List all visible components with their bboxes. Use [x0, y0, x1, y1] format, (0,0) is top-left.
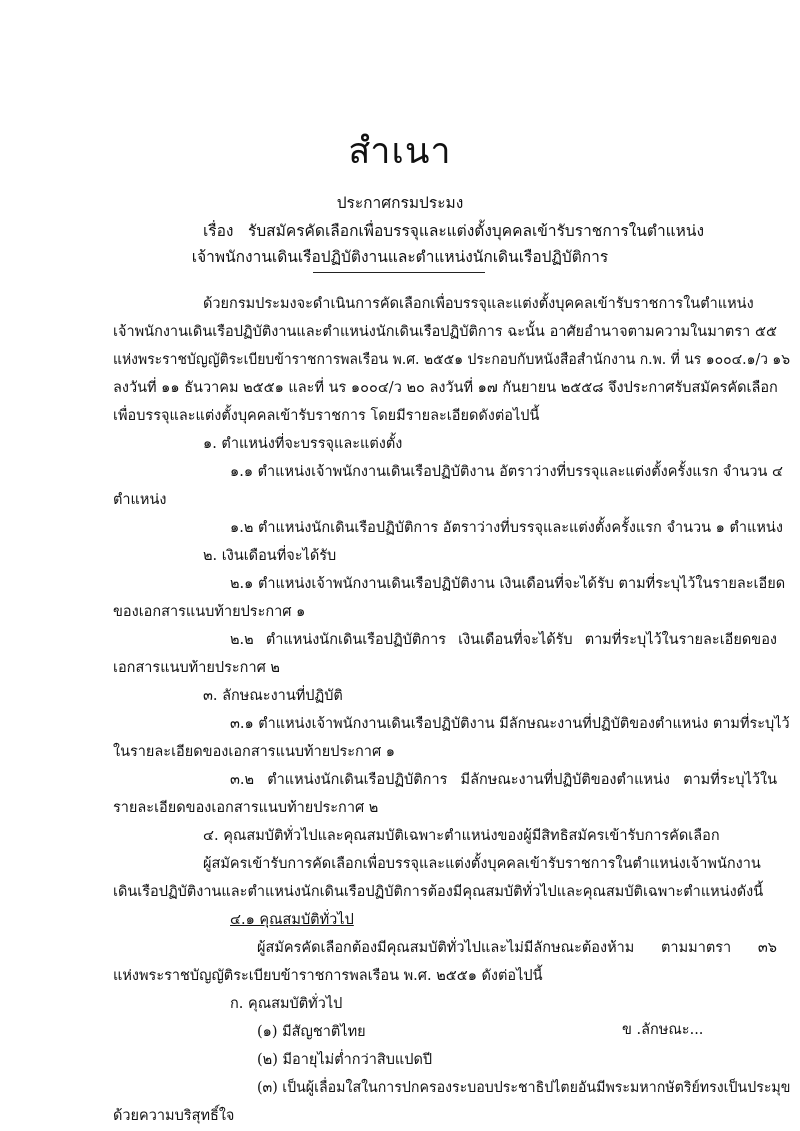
paragraph-line: เดินเรือปฏิบัติงานและตำแหน่งนักเดินเรือปฏิบัติการต้องมีคุณสมบัติทั่วไปและคุณสมบัติเฉพาะตำแหน่งดังนี้ — [113, 884, 764, 900]
paragraph-line: ด้วยกรมประมงจะดำเนินการคัดเลือกเพื่อบรรจุและแต่งตั้งบุคคลเข้ารับราชการในตำแหน่ง — [203, 296, 754, 312]
section-heading: ๒. เงินเดือนที่จะได้รับ — [203, 548, 337, 564]
list-item: (๑) มีสัญชาติไทย — [257, 1024, 366, 1040]
list-item: (๓) เป็นผู้เลื่อมใสในการปกครองระบอบประชาธิปไตยอันมีพระมหากษัตริย์ทรงเป็นประมุข — [257, 1080, 791, 1096]
subject-line-1: รับสมัครคัดเลือกเพื่อบรรจุและแต่งตั้งบุคคลเข้ารับราชการในตำแหน่ง — [248, 222, 705, 240]
paragraph-line: ผู้สมัครคัดเลือกต้องมีคุณสมบัติทั่วไปและไม่มีลักษณะต้องห้าม ตามมาตรา ๓๖ — [257, 940, 777, 956]
section-heading: ๔. คุณสมบัติทั่วไปและคุณสมบัติเฉพาะตำแหน่งของผู้มีสิทธิสมัครเข้ารับการคัดเลือก — [203, 828, 720, 844]
paragraph-line: รายละเอียดของเอกสารแนบท้ายประกาศ ๒ — [113, 800, 379, 816]
paragraph-line: เพื่อบรรจุและแต่งตั้งบุคคลเข้ารับราชการ โดยมีรายละเอียดดังต่อไปนี้ — [113, 408, 540, 424]
paragraph-line: ๑.๒ ตำแหน่งนักเดินเรือปฏิบัติการ อัตราว่างที่บรรจุและแต่งตั้งครั้งแรก จำนวน ๑ ตำแหน่ง — [230, 520, 783, 536]
subject-line-2: เจ้าพนักงานเดินเรือปฏิบัติงานและตำแหน่งนักเดินเรือปฏิบัติการ — [191, 248, 609, 266]
issuer: ประกาศกรมประมง — [336, 194, 464, 212]
paragraph-line: เจ้าพนักงานเดินเรือปฏิบัติงานและตำแหน่งนักเดินเรือปฏิบัติการ ฉะนั้น อาศัยอำนาจตามความในมาตรา ๕๕ — [113, 324, 777, 340]
section-heading: ๑. ตำแหน่งที่จะบรรจุและแต่งตั้ง — [203, 436, 403, 452]
list-item: (๒) มีอายุไม่ต่ำกว่าสิบแปดปี — [257, 1052, 433, 1068]
paragraph-line: แห่งพระราชบัญญัติระเบียบข้าราชการพลเรือน พ.ศ. ๒๕๕๑ ประกอบกับหนังสือสำนักงาน ก.พ. ที่ นร ๑๐๐๔.๑/ว ๑๖ — [113, 352, 791, 368]
paragraph-line: ๓.๒ ตำแหน่งนักเดินเรือปฏิบัติการ มีลักษณะงานที่ปฏิบัติของตำแหน่ง ตามที่ระบุไว้ใน — [230, 772, 777, 788]
paragraph-line: ๓.๑ ตำแหน่งเจ้าพนักงานเดินเรือปฏิบัติงาน มีลักษณะงานที่ปฏิบัติของตำแหน่ง ตามที่ระบุไว้ — [230, 716, 790, 732]
continuation-marker: ข .ลักษณะ... — [622, 1022, 704, 1038]
paragraph-line: ๒.๑ ตำแหน่งเจ้าพนักงานเดินเรือปฏิบัติงาน เงินเดือนที่จะได้รับ ตามที่ระบุไว้ในรายละเอียด — [230, 576, 786, 592]
divider — [313, 272, 485, 273]
paragraph-line: ตำแหน่ง — [113, 492, 167, 508]
subsection-heading: ๔.๑ คุณสมบัติทั่วไป — [230, 912, 354, 928]
copy-mark: สำเนา — [348, 131, 452, 172]
list-heading: ก. คุณสมบัติทั่วไป — [230, 996, 343, 1012]
paragraph-line: ของเอกสารแนบท้ายประกาศ ๑ — [113, 604, 306, 620]
paragraph-line: เอกสารแนบท้ายประกาศ ๒ — [113, 660, 280, 676]
paragraph-line: ผู้สมัครเข้ารับการคัดเลือกเพื่อบรรจุและแต่งตั้งบุคคลเข้ารับราชการในตำแหน่งเจ้าพนักงาน — [203, 856, 761, 872]
subject-label: เรื่อง — [203, 222, 234, 240]
paragraph-line: ลงวันที่ ๑๑ ธันวาคม ๒๕๕๑ และที่ นร ๑๐๐๔/ว ๒๐ ลงวันที่ ๑๗ กันยายน ๒๕๕๘ จึงประกาศรับสมัครคัดเลือก — [113, 380, 778, 396]
paragraph-line: ๑.๑ ตำแหน่งเจ้าพนักงานเดินเรือปฏิบัติงาน อัตราว่างที่บรรจุและแต่งตั้งครั้งแรก จำนวน ๔ — [230, 464, 783, 480]
paragraph-line: แห่งพระราชบัญญัติระเบียบข้าราชการพลเรือน พ.ศ. ๒๕๕๑ ดังต่อไปนี้ — [113, 968, 543, 984]
section-heading: ๓. ลักษณะงานที่ปฏิบัติ — [203, 688, 343, 704]
paragraph-line: ๒.๒ ตำแหน่งนักเดินเรือปฏิบัติการ เงินเดือนที่จะได้รับ ตามที่ระบุไว้ในรายละเอียดของ — [230, 632, 777, 648]
list-item-continuation: ด้วยความบริสุทธิ์ใจ — [113, 1108, 235, 1124]
paragraph-line: ในรายละเอียดของเอกสารแนบท้ายประกาศ ๑ — [113, 744, 395, 760]
